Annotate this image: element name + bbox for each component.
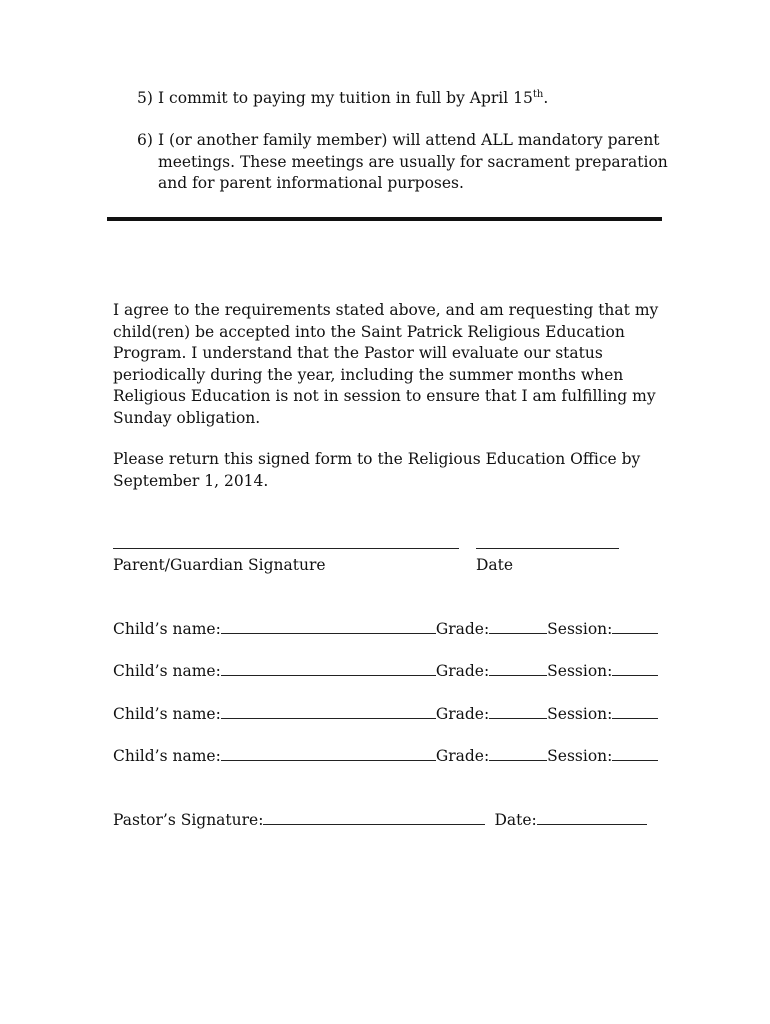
- child-name-field[interactable]: [221, 704, 436, 719]
- grade-field[interactable]: [489, 704, 547, 719]
- item-6-line: I (or another family member) will attend ALL mandatory parent: [158, 131, 660, 149]
- child-name-field[interactable]: [221, 619, 436, 634]
- session-field[interactable]: [612, 619, 658, 634]
- item-6-number: 6): [137, 131, 153, 149]
- pastor-signature-field[interactable]: [263, 810, 485, 825]
- agreement-line: Sunday obligation.: [113, 408, 261, 427]
- child-name-field[interactable]: [221, 661, 436, 676]
- parent-signature-line[interactable]: [113, 548, 459, 549]
- agreement-line: Religious Education is not in session to ensure that I am fulfilling my: [113, 387, 656, 405]
- session-label: Session:: [547, 705, 613, 723]
- item-5-superscript: th: [532, 88, 544, 100]
- agreement-line: Program. I understand that the Pastor will evaluate our status: [113, 344, 603, 362]
- grade-field[interactable]: [489, 619, 547, 634]
- child-row: [113, 746, 658, 768]
- agreement-line: I agree to the requirements stated above, and am requesting that my: [113, 301, 659, 319]
- section-divider: [107, 217, 662, 221]
- item-6-line: meetings. These meetings are usually for sacrament preparation: [158, 152, 668, 171]
- child-row: [113, 619, 658, 641]
- child-row: [113, 661, 658, 683]
- grade-label: Grade:: [435, 620, 490, 638]
- pastor-date-label: Date:: [494, 811, 537, 829]
- session-label: Session:: [547, 620, 613, 638]
- session-label: Session:: [547, 747, 613, 765]
- agreement-line: child(ren) be accepted into the Saint Patrick Religious Education: [113, 322, 625, 341]
- item-5-text-main: I commit to paying my tuition in full by April 15: [158, 89, 533, 107]
- child-name-label: Child’s name:: [113, 620, 221, 638]
- item-5-number: 5): [137, 89, 153, 107]
- item-5-text: [158, 88, 548, 110]
- agreement-paragraph: [113, 300, 659, 429]
- session-field[interactable]: [612, 746, 658, 761]
- child-name-label: Child’s name:: [113, 662, 221, 680]
- parent-date-line[interactable]: [476, 548, 619, 549]
- session-field[interactable]: [612, 661, 658, 676]
- grade-label: Grade:: [435, 662, 490, 680]
- return-note-line: Please return this signed form to the Religious Education Office by: [113, 450, 641, 468]
- return-note: [113, 449, 653, 492]
- child-name-field[interactable]: [221, 746, 436, 761]
- item-6-text: [158, 130, 668, 195]
- agreement-line: periodically during the year, including the summer months when: [113, 365, 624, 384]
- item-6-line: and for parent informational purposes.: [158, 174, 464, 192]
- grade-field[interactable]: [489, 746, 547, 761]
- item-5-text-end: .: [543, 89, 549, 107]
- grade-label: Grade:: [435, 705, 490, 723]
- session-label: Session:: [547, 662, 613, 680]
- child-name-label: Child’s name:: [113, 705, 221, 723]
- pastor-signature-row: [113, 810, 647, 832]
- parent-date-label: Date: [476, 556, 514, 574]
- grade-field[interactable]: [489, 661, 547, 676]
- parent-signature-label: Parent/Guardian Signature: [113, 556, 326, 574]
- pastor-date-field[interactable]: [537, 810, 647, 825]
- grade-label: Grade:: [435, 747, 490, 765]
- child-row: [113, 704, 658, 726]
- session-field[interactable]: [612, 704, 658, 719]
- pastor-signature-label: Pastor’s Signature:: [113, 811, 264, 829]
- child-name-label: Child’s name:: [113, 747, 221, 765]
- return-note-line: September 1, 2014.: [113, 471, 269, 490]
